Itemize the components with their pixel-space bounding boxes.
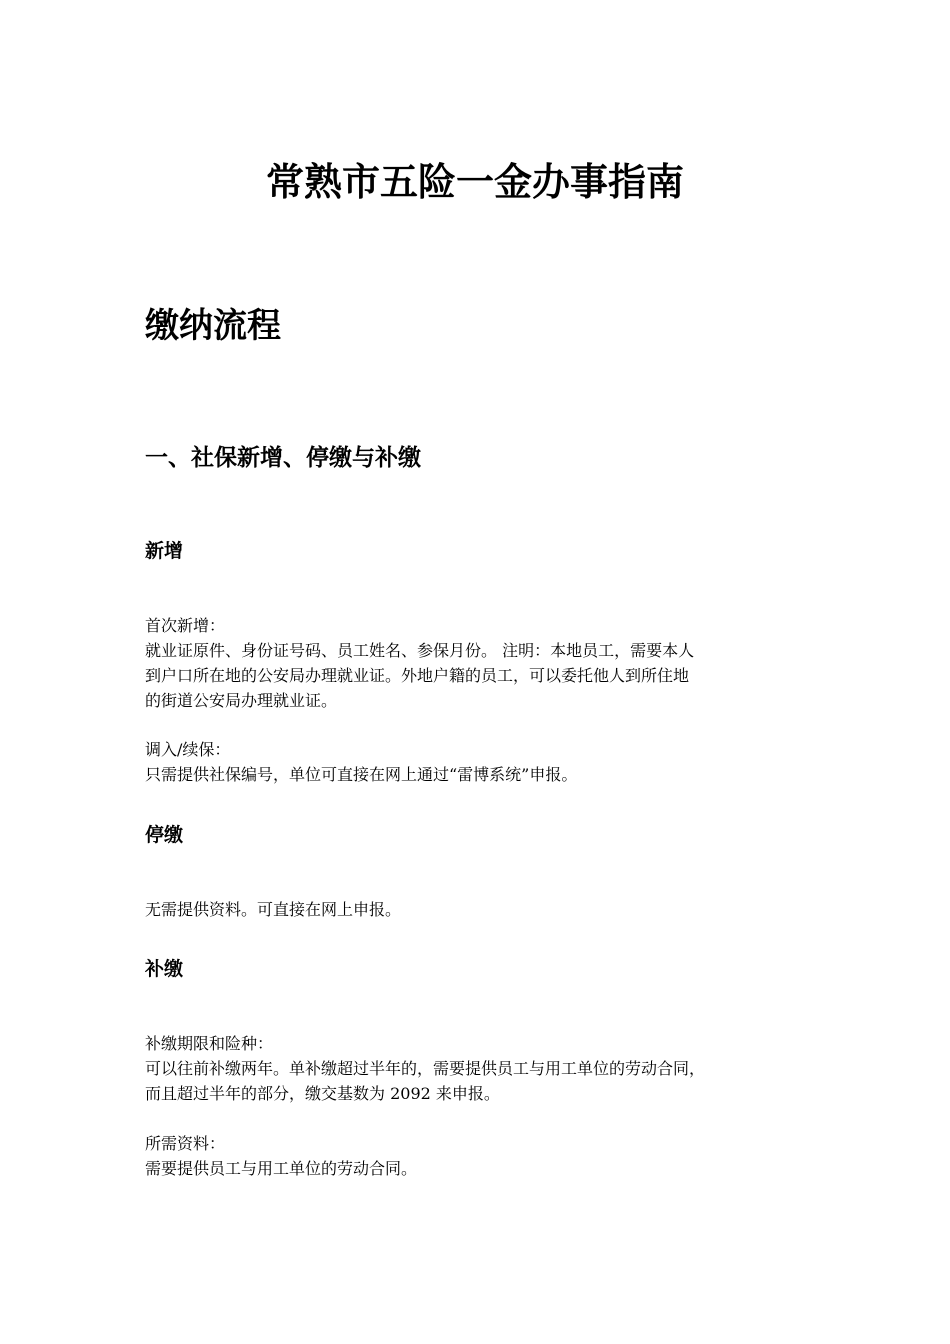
text-line: 需要提供员工与用工单位的劳动合同。 [145, 1159, 418, 1178]
paragraph-stop-payment [145, 897, 825, 922]
text-line: 无需提供资料。可直接在网上申报。 [145, 900, 402, 919]
section-heading-payment-process: 缴纳流程 [145, 306, 281, 346]
label-required-materials: 所需资料： [145, 1134, 226, 1153]
heading-stop-payment: 停缴 [145, 824, 184, 846]
paragraph-required-materials [145, 1131, 825, 1181]
page-title: 常熟市五险一金办事指南 [265, 159, 684, 204]
heading-new-enrollment: 新增 [145, 540, 184, 562]
label-transfer-in: 调入/续保： [145, 740, 231, 759]
text-line: 可以往前补缴两年。单补缴超过半年的，需要提供员工与用工单位的劳动合同， [145, 1059, 706, 1078]
text-line: 的街道公安局办理就业证。 [145, 691, 338, 710]
subsection-heading-social-insurance: 一、社保新增、停缴与补缴 [145, 444, 421, 471]
paragraph-transfer-in [145, 737, 825, 787]
text-line: 只需提供社保编号，单位可直接在网上通过“雷博系统”申报。 [145, 765, 578, 784]
paragraph-back-payment-period [145, 1031, 825, 1106]
text-line: 到户口所在地的公安局办理就业证。外地户籍的员工，可以委托他人到所住地 [145, 666, 690, 685]
label-first-enrollment: 首次新增： [145, 616, 226, 635]
paragraph-first-enrollment [145, 613, 825, 713]
label-back-payment-period: 补缴期限和险种： [145, 1034, 274, 1053]
text-line: 而且超过半年的部分，缴交基数为 2092 来申报。 [145, 1084, 500, 1103]
text-line: 就业证原件、身份证号码、员工姓名、参保月份。 注明：本地员工，需要本人 [145, 641, 695, 660]
heading-back-payment: 补缴 [145, 958, 184, 980]
